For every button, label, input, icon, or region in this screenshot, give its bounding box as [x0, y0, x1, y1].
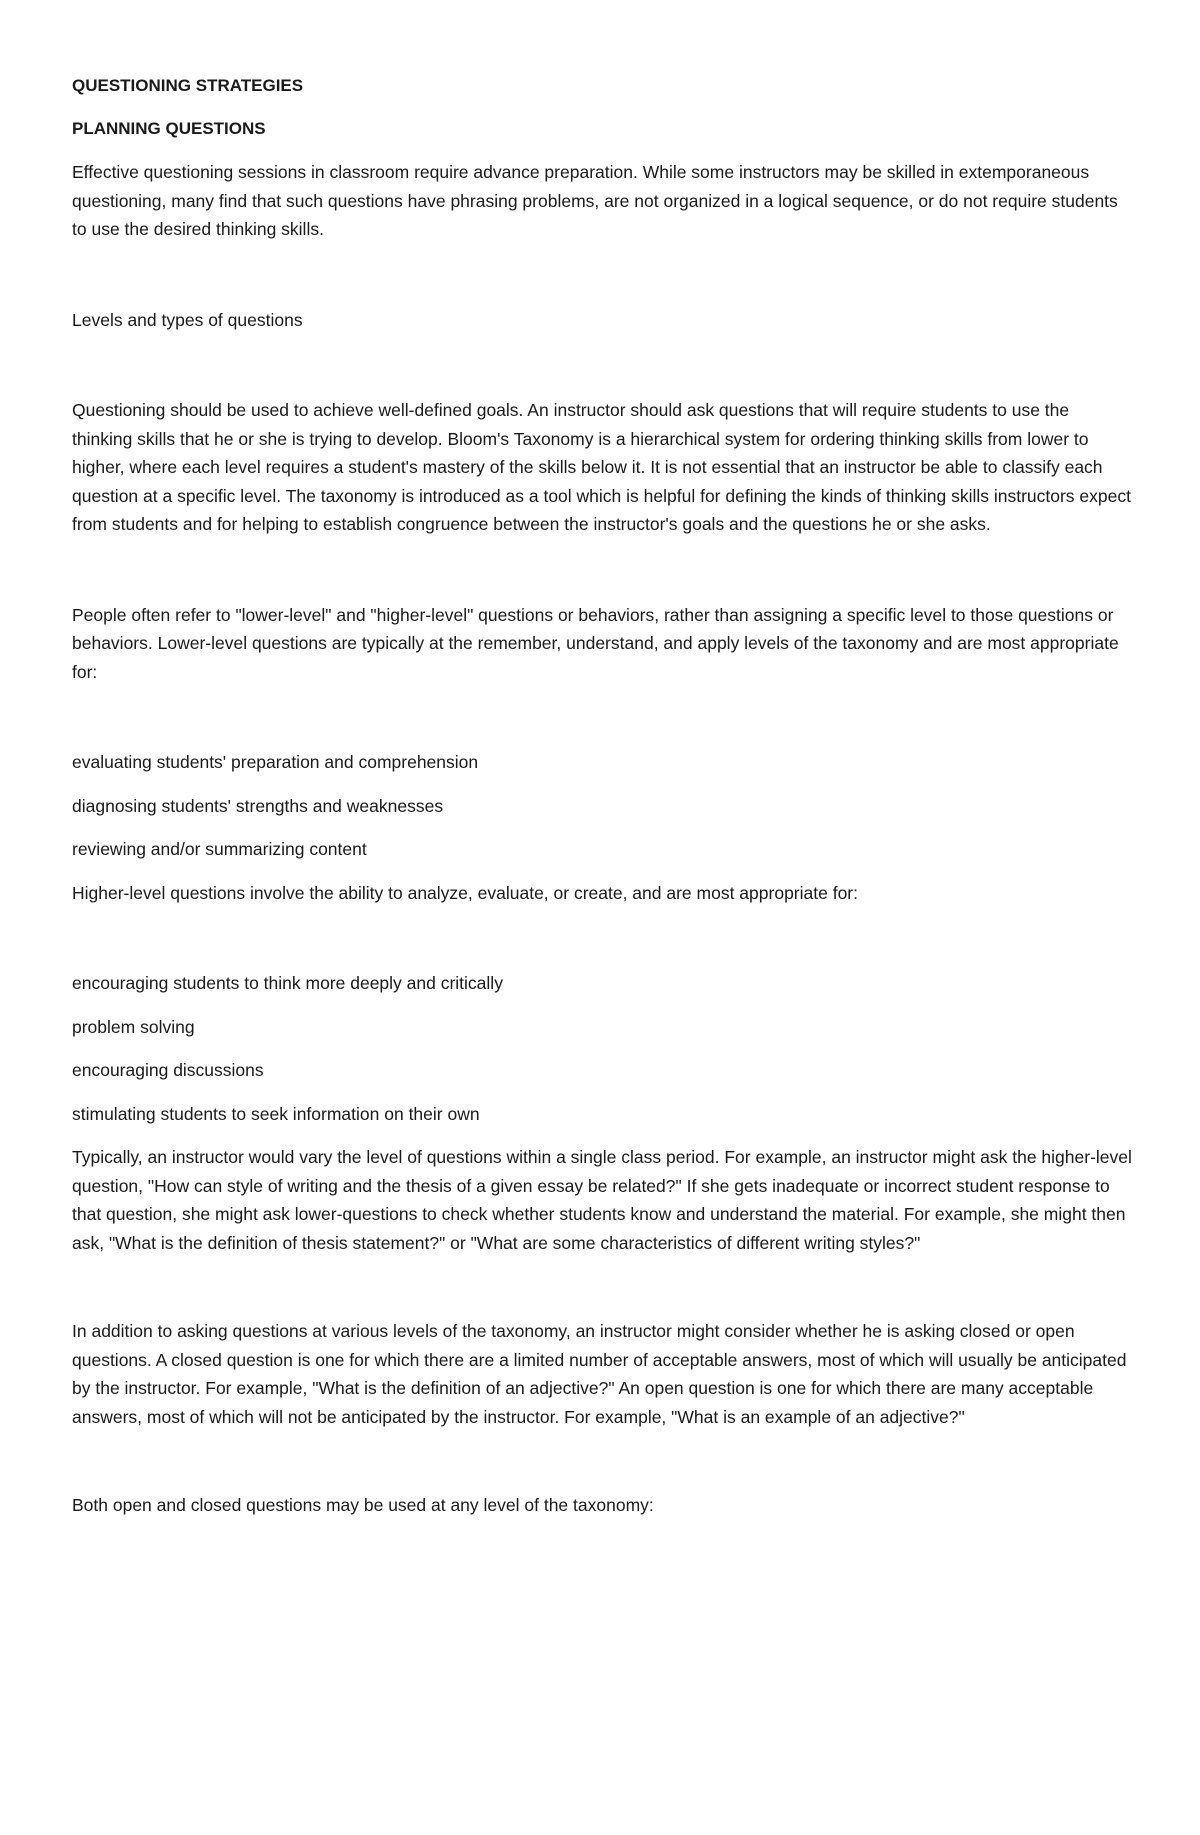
document-subtitle: PLANNING QUESTIONS	[72, 119, 266, 138]
list-item: reviewing and/or summarizing content	[72, 839, 367, 859]
intro-paragraph: Effective questioning sessions in classroom require advance preparation. While some instructors may be skilled in extemporaneous questioning, many find that such questions have phrasing problems, are not organized in a logical sequence, or do not require students to use the desired thinking skills.	[72, 162, 1118, 239]
both-paragraph: Both open and closed questions may be used at any level of the taxonomy:	[72, 1495, 654, 1515]
list-item: encouraging discussions	[72, 1060, 264, 1080]
section-heading: Levels and types of questions	[72, 309, 303, 330]
document-page	[72, 72, 1132, 1520]
list-item: encouraging students to think more deeply and critically	[72, 973, 503, 993]
higher-level-intro: Higher-level questions involve the ability to analyze, evaluate, or create, and are most appropriate for:	[72, 882, 858, 903]
goals-paragraph: Questioning should be used to achieve well-defined goals. An instructor should ask questions that will require students to use the thinking skills that he or she is trying to develop. Bloom's Taxonomy is a hierarchical system for ordering thinking skills from lower to higher, where each level requires a student's mastery of the skills below it. It is not essential that an instructor be able to classify each question at a specific level. The taxonomy is introduced as a tool which is helpful for defining the kinds of thinking skills instructors expect from students and for helping to establish congruence between the instructor's goals and the questions he or she asks.	[72, 400, 1131, 534]
list-item: diagnosing students' strengths and weaknesses	[72, 795, 444, 816]
closed-open-paragraph: In addition to asking questions at various levels of the taxonomy, an instructor might consider whether he is asking closed or open questions. A closed question is one for which there are a limited number of acceptable answers, most of which will usually be anticipated by the instructor. For example, "What is the definition of an adjective?" An open question is one for which there are many acceptable answers, most of which will not be anticipated by the instructor. For example, "What is an example of an adjective?"	[72, 1321, 1127, 1427]
levels-paragraph: People often refer to "lower-level" and "higher-level" questions or behaviors, rather than assigning a specific level to those questions or behaviors. Lower-level questions are typically at the remember, understand, and apply levels of the taxonomy and are most appropriate for:	[72, 604, 1119, 682]
list-item: evaluating students' preparation and comprehension	[72, 752, 479, 772]
typically-paragraph: Typically, an instructor would vary the level of questions within a single class period. For example, an instructor might ask the higher-level question, "How can style of writing and the thesis of a given essay be related?" If she gets inadequate or incorrect student response to that question, she might ask lower-questions to check whether students know and understand the material. For example, she might then ask, "What is the definition of thesis statement?" or "What are some characteristics of different writing styles?"	[72, 1147, 1132, 1253]
document-title: QUESTIONING STRATEGIES	[72, 76, 304, 95]
list-item: problem solving	[72, 1016, 195, 1037]
list-item: stimulating students to seek information on their own	[72, 1103, 480, 1124]
